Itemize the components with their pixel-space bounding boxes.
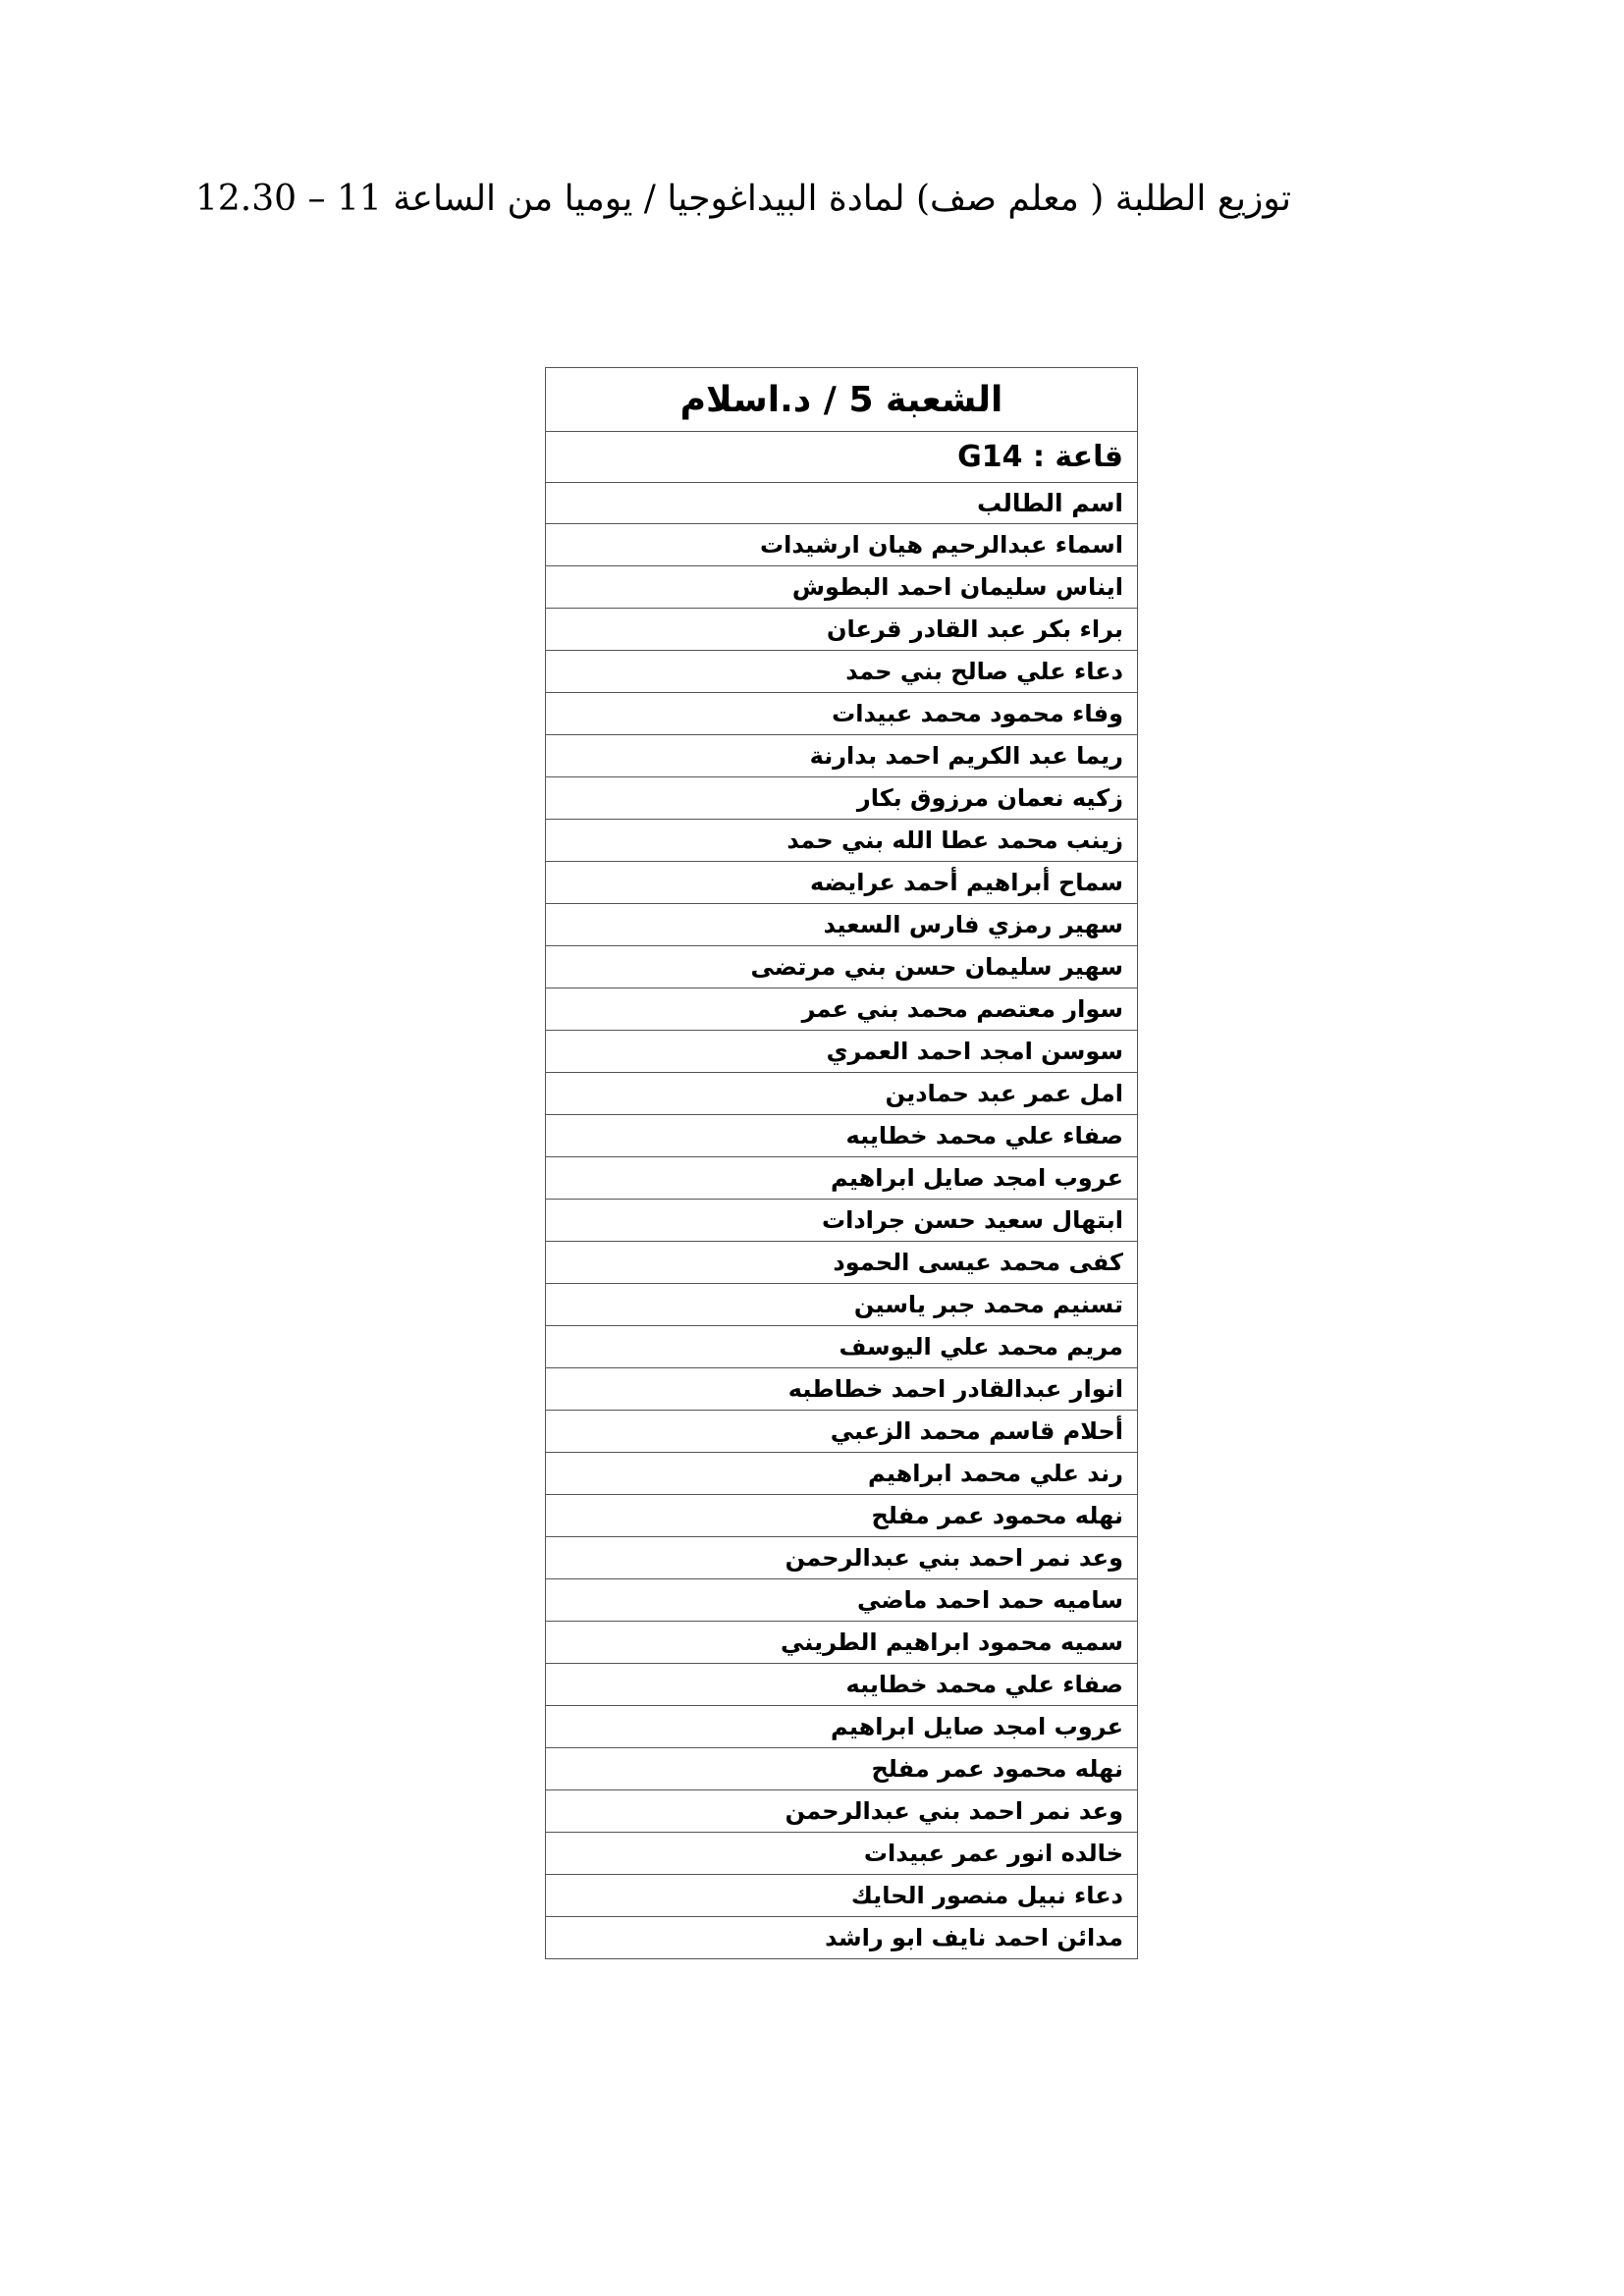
table-row (546, 1242, 1138, 1284)
student-name: دعاء علي صالح بني حمد (546, 651, 1138, 693)
student-name: سوسن امجد احمد العمري (546, 1031, 1138, 1073)
table-row (546, 693, 1138, 735)
student-name: وعد نمر احمد بني عبدالرحمن (546, 1537, 1138, 1579)
student-name: زكيه نعمان مرزوق بكار (546, 777, 1138, 820)
table-row (546, 609, 1138, 651)
student-name: سوار معتصم محمد بني عمر (546, 988, 1138, 1031)
table-row (546, 524, 1138, 566)
table-row (546, 1495, 1138, 1537)
student-name: زينب محمد عطا الله بني حمد (546, 820, 1138, 862)
table-row (546, 1200, 1138, 1242)
table-row (546, 946, 1138, 988)
table-row (546, 988, 1138, 1031)
student-name: تسنيم محمد جبر ياسين (546, 1284, 1138, 1326)
student-name: وعد نمر احمد بني عبدالرحمن (546, 1790, 1138, 1833)
student-name: ساميه حمد احمد ماضي (546, 1579, 1138, 1622)
table-row (546, 1917, 1138, 1959)
table-row (546, 1326, 1138, 1368)
table-row (546, 1790, 1138, 1833)
student-name: عروب امجد صايل ابراهيم (546, 1157, 1138, 1200)
table-row (546, 1411, 1138, 1453)
table-row (546, 777, 1138, 820)
table-row (546, 1537, 1138, 1579)
student-name: كفى محمد عيسى الحمود (546, 1242, 1138, 1284)
student-name: اسماء عبدالرحيم هيان ارشيدات (546, 524, 1138, 566)
student-name: دعاء نبيل منصور الحايك (546, 1875, 1138, 1917)
student-name: وفاء محمود محمد عبيدات (546, 693, 1138, 735)
student-name: مدائن احمد نايف ابو راشد (546, 1917, 1138, 1959)
table-row (546, 1453, 1138, 1495)
table-row (546, 1706, 1138, 1748)
table-row (546, 1748, 1138, 1790)
student-name: خالده انور عمر عبيدات (546, 1833, 1138, 1875)
table-row (546, 862, 1138, 904)
student-name: امل عمر عبد حمادين (546, 1073, 1138, 1115)
table-row (546, 1073, 1138, 1115)
student-name: عروب امجد صايل ابراهيم (546, 1706, 1138, 1748)
roster-body (546, 368, 1138, 1959)
table-row (546, 1579, 1138, 1622)
student-name: ريما عبد الكريم احمد بدارنة (546, 735, 1138, 777)
table-row (546, 566, 1138, 609)
student-name: سماح أبراهيم أحمد عرايضه (546, 862, 1138, 904)
student-name: سهير سليمان حسن بني مرتضى (546, 946, 1138, 988)
student-name: مريم محمد علي اليوسف (546, 1326, 1138, 1368)
student-name: نهله محمود عمر مفلح (546, 1748, 1138, 1790)
student-name: انوار عبدالقادر احمد خطاطبه (546, 1368, 1138, 1411)
student-name: نهله محمود عمر مفلح (546, 1495, 1138, 1537)
room-row (546, 432, 1138, 483)
table-row (546, 820, 1138, 862)
student-name: سهير رمزي فارس السعيد (546, 904, 1138, 946)
table-row (546, 1664, 1138, 1706)
table-row (546, 1157, 1138, 1200)
table-row (546, 1622, 1138, 1664)
student-name: سميه محمود ابراهيم الطريني (546, 1622, 1138, 1664)
student-name: ايناس سليمان احمد البطوش (546, 566, 1138, 609)
table-row (546, 651, 1138, 693)
section-title: الشعبة 5 / د.اسلام (546, 368, 1138, 432)
student-roster-table (545, 367, 1138, 1959)
section-row (546, 368, 1138, 432)
table-row (546, 1115, 1138, 1157)
table-row (546, 1031, 1138, 1073)
student-name: أحلام قاسم محمد الزعبي (546, 1411, 1138, 1453)
column-header-row (546, 483, 1138, 524)
student-name: صفاء علي محمد خطايبه (546, 1115, 1138, 1157)
table-row (546, 1833, 1138, 1875)
room-label: قاعة : G14 (546, 432, 1138, 483)
table-row (546, 904, 1138, 946)
student-name: صفاء علي محمد خطايبه (546, 1664, 1138, 1706)
column-header-student-name: اسم الطالب (546, 483, 1138, 524)
page-title: توزيع الطلبة ( معلم صف) لمادة البيداغوجيا / يوميا من الساعة 11 – 12.30 (195, 179, 1291, 219)
table-row (546, 735, 1138, 777)
table-row (546, 1368, 1138, 1411)
student-name: براء بكر عبد القادر قرعان (546, 609, 1138, 651)
student-name: رند علي محمد ابراهيم (546, 1453, 1138, 1495)
student-name: ابتهال سعيد حسن جرادات (546, 1200, 1138, 1242)
table-row (546, 1875, 1138, 1917)
table-row (546, 1284, 1138, 1326)
